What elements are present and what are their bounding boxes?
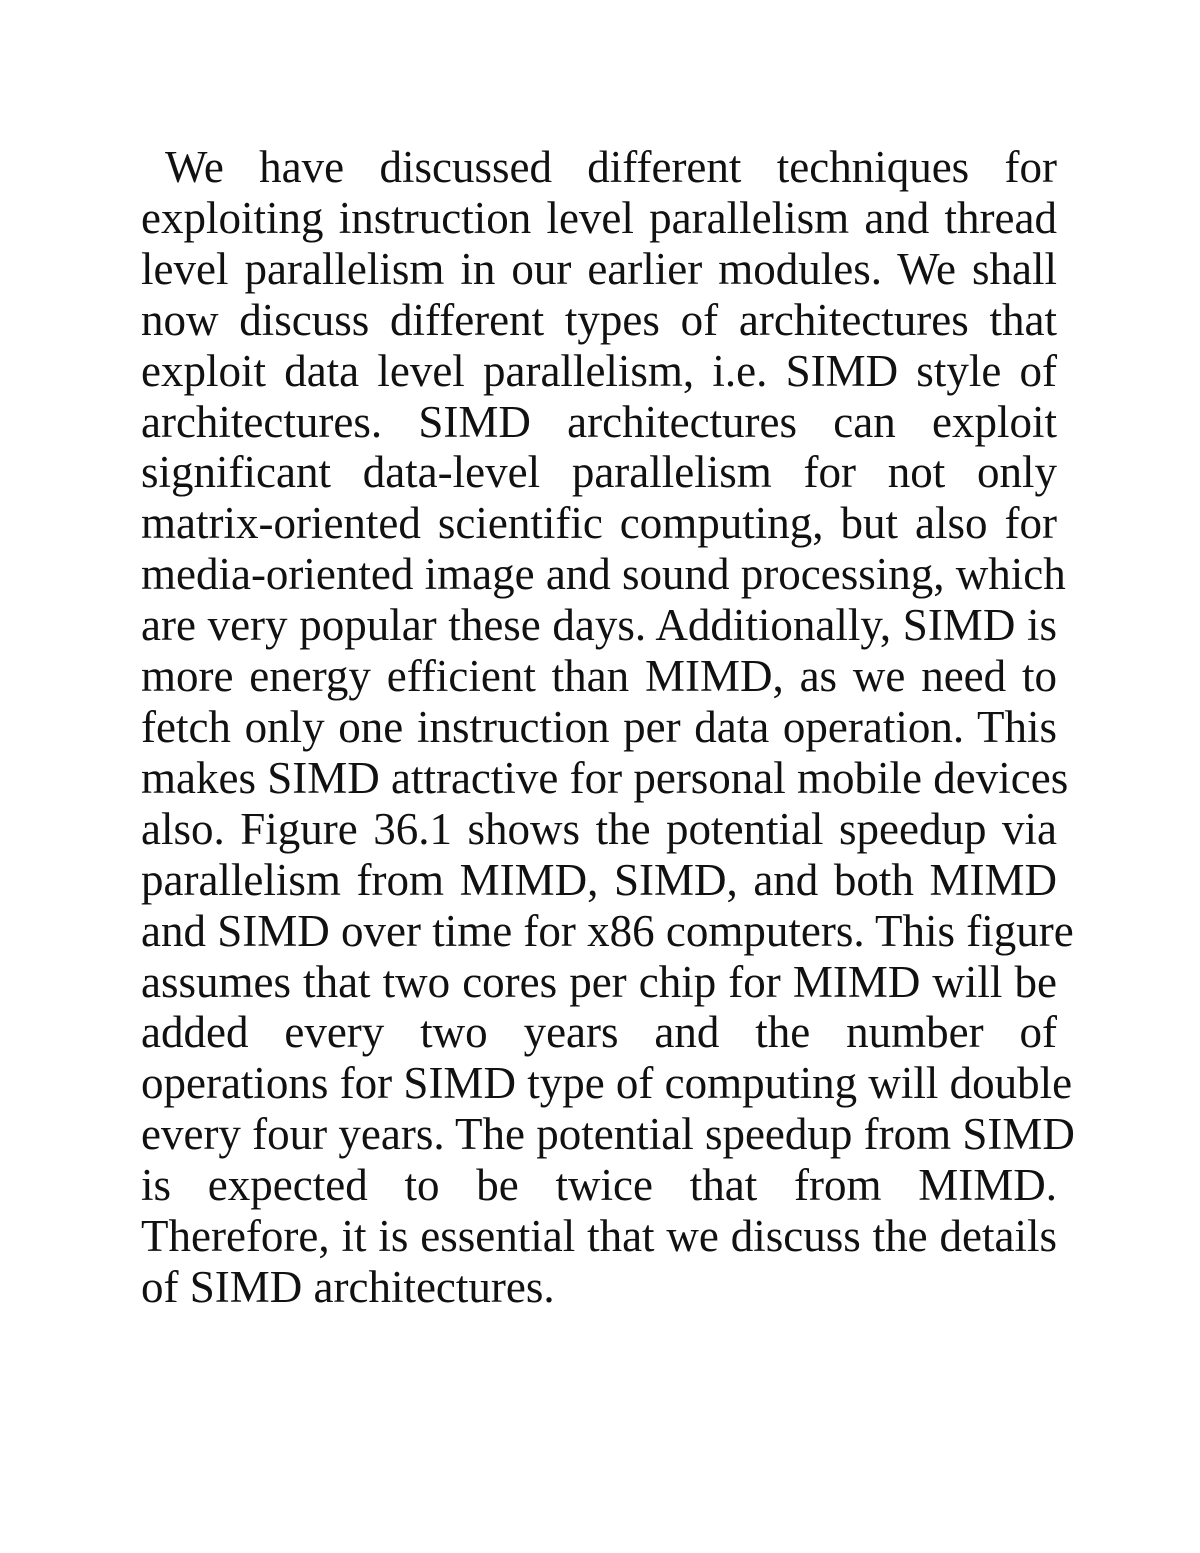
paragraph-line: media-oriented image and sound processing, which (141, 549, 1066, 600)
paragraph-line: parallelism from MIMD, SIMD, and both MIMD (141, 854, 1057, 905)
paragraph-line: every four years. The potential speedup from SIMD (141, 1109, 1075, 1160)
paragraph-line: exploit data level parallelism, i.e. SIMD style of (141, 345, 1057, 396)
paragraph-line: fetch only one instruction per data operation. This (141, 701, 1057, 752)
paragraph-line: and SIMD over time for x86 computers. This figure (141, 905, 1074, 956)
paragraph-line: added every two years and the number of (141, 1007, 1057, 1058)
body-paragraph (141, 142, 1075, 1313)
paragraph-line: is expected to be twice that from MIMD. (141, 1160, 1057, 1211)
paragraph-line: We have discussed different techniques for (165, 142, 1057, 192)
paragraph-line: now discuss different types of architectures that (141, 294, 1057, 345)
paragraph-line: significant data-level parallelism for not only (141, 447, 1057, 498)
paragraph-line: level parallelism in our earlier modules. We shall (141, 243, 1057, 294)
paragraph-line: more energy efficient than MIMD, as we need to (141, 651, 1057, 702)
paragraph-line: operations for SIMD type of computing will double (141, 1058, 1073, 1109)
paragraph-line: exploiting instruction level parallelism and thread (141, 192, 1057, 243)
paragraph-line: of SIMD architectures. (141, 1261, 555, 1312)
paragraph-line: Therefore, it is essential that we discuss the details (141, 1211, 1057, 1262)
paragraph-line: also. Figure 36.1 shows the potential speedup via (141, 803, 1057, 854)
paragraph-line: assumes that two cores per chip for MIMD will be (141, 956, 1057, 1007)
paragraph-line: matrix-oriented scientific computing, but also for (141, 498, 1057, 549)
paragraph-line: are very popular these days. Additionally, SIMD is (141, 600, 1057, 651)
paragraph-line: makes SIMD attractive for personal mobile devices (141, 752, 1069, 803)
paragraph-line: architectures. SIMD architectures can exploit (141, 396, 1057, 447)
